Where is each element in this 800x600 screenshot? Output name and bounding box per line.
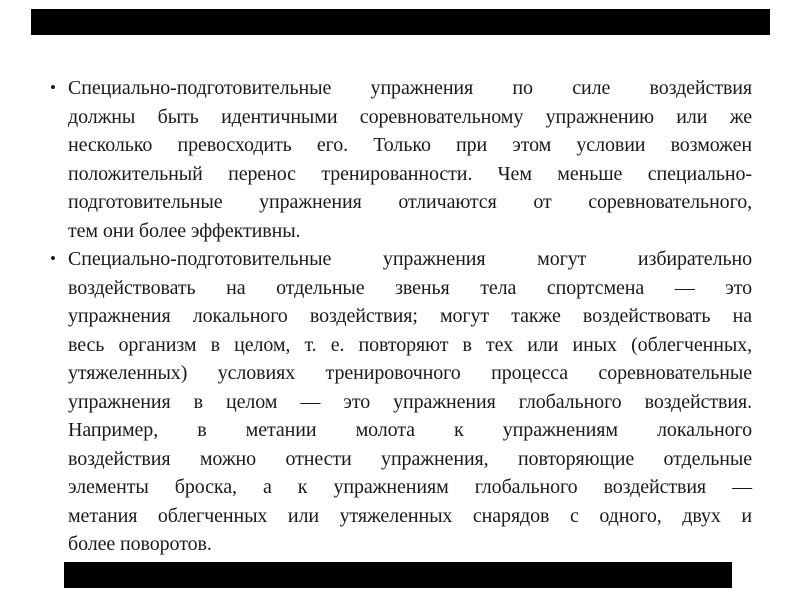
bottom-black-bar <box>64 562 732 588</box>
bullet-text <box>68 245 752 559</box>
text-line: тем они более эффективны. <box>68 219 301 242</box>
bullet-marker: • <box>50 249 56 268</box>
top-black-bar <box>31 9 770 35</box>
bullet-item <box>48 74 752 245</box>
bullet-marker: • <box>50 78 56 97</box>
slide-body <box>48 74 752 559</box>
text-line: упражнения локального воздействия; могут также воздействовать на <box>68 305 752 327</box>
text-line: Например, в метании молота к упражнениям локального <box>68 419 752 441</box>
text-line: Специально-подготовительные упражнения по силе воздействия <box>68 77 752 99</box>
text-line: несколько превосходить его. Только при этом условии возможен <box>68 134 752 156</box>
text-line: воздействовать на отдельные звенья тела спортсмена — это <box>68 276 752 299</box>
bullet-text <box>68 74 752 245</box>
text-line: утяжеленных) условиях тренировочного процесса соревновательные <box>68 362 752 384</box>
text-line: элементы броска, а к упражнениям глобального воздействия — <box>68 476 752 498</box>
text-line: метания облегченных или утяжеленных снарядов с одного, двух и <box>68 504 752 527</box>
text-line: положительный перенос тренированности. Чем меньше специально- <box>68 162 752 185</box>
bullet-item <box>48 245 752 559</box>
text-line: более поворотов. <box>68 533 212 555</box>
text-line: Специально-подготовительные упражнения могут избирательно <box>68 248 752 270</box>
text-line: подготовительные упражнения отличаются от соревновательного, <box>68 191 752 213</box>
text-line: упражнения в целом — это упражнения глобального воздействия. <box>68 390 752 413</box>
text-line: весь организм в целом, т. е. повторяют в тех или иных (облегченных, <box>68 333 752 356</box>
text-line: воздействия можно отнести упражнения, повторяющие отдельные <box>68 447 752 470</box>
text-line: должны быть идентичными соревновательному упражнению или же <box>68 105 752 128</box>
